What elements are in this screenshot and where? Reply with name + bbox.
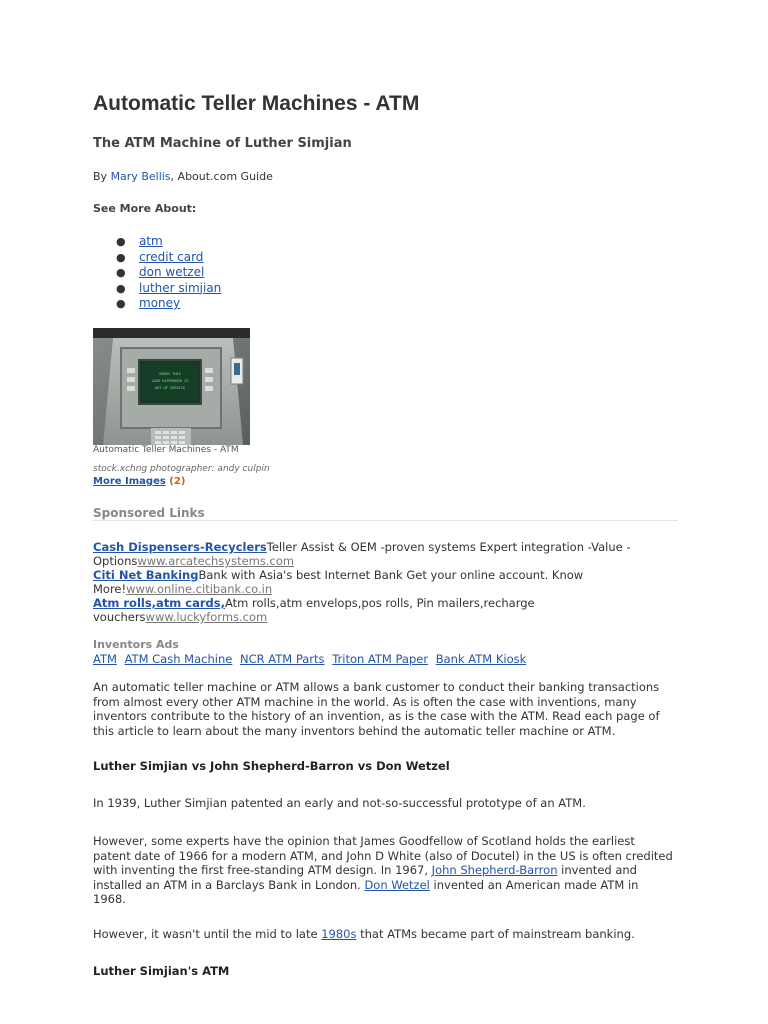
author-link[interactable]: Mary Bellis [110, 170, 171, 183]
bullet-icon: ● [116, 266, 126, 279]
ad-title-link[interactable]: Atm rolls,atm cards, [93, 596, 225, 610]
article-subtitle: The ATM Machine of Luther Simjian [93, 136, 352, 151]
1980s-link[interactable]: 1980s [321, 927, 357, 941]
ad-text: Bank with Asia's best Internet Bank Get your online account. Know More! [93, 568, 584, 596]
ad-link-triton-atm-paper[interactable]: Triton ATM Paper [332, 652, 429, 666]
intro-paragraph: An automatic teller machine or ATM allows a bank customer to conduct their banking transactions from almost every other ATM machine in the world. As is often the case with inventions, many inventors contribute to the history of an invention, as is the case with the ATM. Read each page of this article to learn about the many inventors behind the automatic teller machine or ATM. [93, 680, 660, 738]
list-item [93, 234, 221, 250]
section-heading: Luther Simjian's ATM [93, 964, 230, 978]
ad-link-atm-cash-machine[interactable]: ATM Cash Machine [124, 652, 233, 666]
topic-link-credit-card[interactable]: credit card [139, 249, 204, 264]
list-item [93, 296, 221, 312]
see-more-label: See More About: [93, 202, 197, 215]
john-shepherd-barron-link[interactable]: John Shepherd-Barron [431, 863, 558, 877]
sponsored-ad [93, 568, 668, 596]
ad-url-link[interactable]: www.online.citibank.co.in [126, 582, 273, 596]
topic-link-money[interactable]: money [139, 296, 181, 310]
image-caption: Automatic Teller Machines - ATM [93, 445, 239, 455]
paragraph-1939: In 1939, Luther Simjian patented an early and not-so-successful prototype of an ATM. [93, 796, 586, 810]
list-item [93, 281, 221, 297]
topic-link-don-wetzel[interactable]: don wetzel [139, 265, 205, 279]
page-title: Automatic Teller Machines - ATM [93, 92, 420, 115]
svg-text:SORRY THIS: SORRY THIS [159, 372, 181, 376]
list-item [93, 250, 221, 266]
text-span: However, it wasn't until the mid to late [93, 927, 322, 941]
bullet-icon: ● [116, 297, 126, 310]
ad-link-bank-atm-kiosk[interactable]: Bank ATM Kiosk [435, 652, 527, 666]
topic-link-luther-simjian[interactable]: luther simjian [139, 280, 222, 295]
ad-url-link[interactable]: www.luckyforms.com [145, 610, 268, 624]
more-images-link[interactable]: More Images [93, 476, 166, 487]
list-item [93, 265, 221, 281]
text-span: invented and installed an ATM in a Barclays Bank in London. [93, 863, 637, 892]
atm-photo[interactable] [93, 328, 250, 445]
topic-link-atm[interactable]: atm [139, 234, 163, 248]
divider [93, 520, 678, 521]
paragraph-1980s [93, 927, 673, 942]
ad-link-atm[interactable]: ATM [93, 652, 117, 666]
paragraph-experts [93, 834, 673, 907]
inventors-ads-label: Inventors Ads [93, 638, 179, 651]
ad-url-link[interactable]: www.arcatechsystems.com [137, 554, 295, 568]
sponsored-links-heading: Sponsored Links [93, 506, 205, 520]
ad-title-link[interactable]: Citi Net Banking [93, 568, 199, 582]
more-images [93, 476, 185, 487]
bullet-icon: ● [116, 281, 126, 295]
inventors-ads-links [93, 652, 530, 666]
bullet-icon: ● [116, 250, 126, 264]
byline-prefix: By [93, 170, 111, 183]
bullet-icon: ● [116, 235, 126, 248]
ad-link-ncr-atm-parts[interactable]: NCR ATM Parts [239, 652, 325, 666]
sponsored-ad [93, 596, 668, 624]
ad-title-link[interactable]: Cash Dispensers-Recyclers [93, 540, 267, 554]
text-span: invented an American made ATM in 1968. [93, 877, 639, 906]
section-heading: Luther Simjian vs John Shepherd-Barron vs Don Wetzel [93, 759, 450, 773]
text-span: that ATMs became part of mainstream banking. [356, 927, 635, 941]
atm-illustration [93, 328, 250, 445]
byline [93, 170, 273, 183]
more-images-count[interactable]: (2) [169, 476, 186, 487]
text-span: However, some experts have the opinion that James Goodfellow of Scotland holds the earliest patent date of 1966 for a modern ATM, and John D White (also of Docutel) in the US is often credited with inventing the first free-standing ATM design. In 1967, [93, 834, 673, 877]
svg-text:CASH DISPENSER IS: CASH DISPENSER IS [151, 379, 189, 383]
byline-suffix: , About.com Guide [170, 170, 273, 183]
ad-text: Atm rolls,atm envelops,pos rolls, Pin mailers,recharge vouchers [93, 596, 535, 624]
sponsored-ad [93, 540, 668, 568]
svg-text:OUT OF SERVICE: OUT OF SERVICE [154, 386, 186, 390]
image-credit: stock.xchng photographer: andy culpin [93, 464, 270, 474]
ad-text: Teller Assist & OEM -proven systems Expert integration -Value -Options [93, 540, 631, 568]
don-wetzel-link[interactable]: Don Wetzel [364, 877, 430, 892]
see-more-list [93, 234, 221, 312]
